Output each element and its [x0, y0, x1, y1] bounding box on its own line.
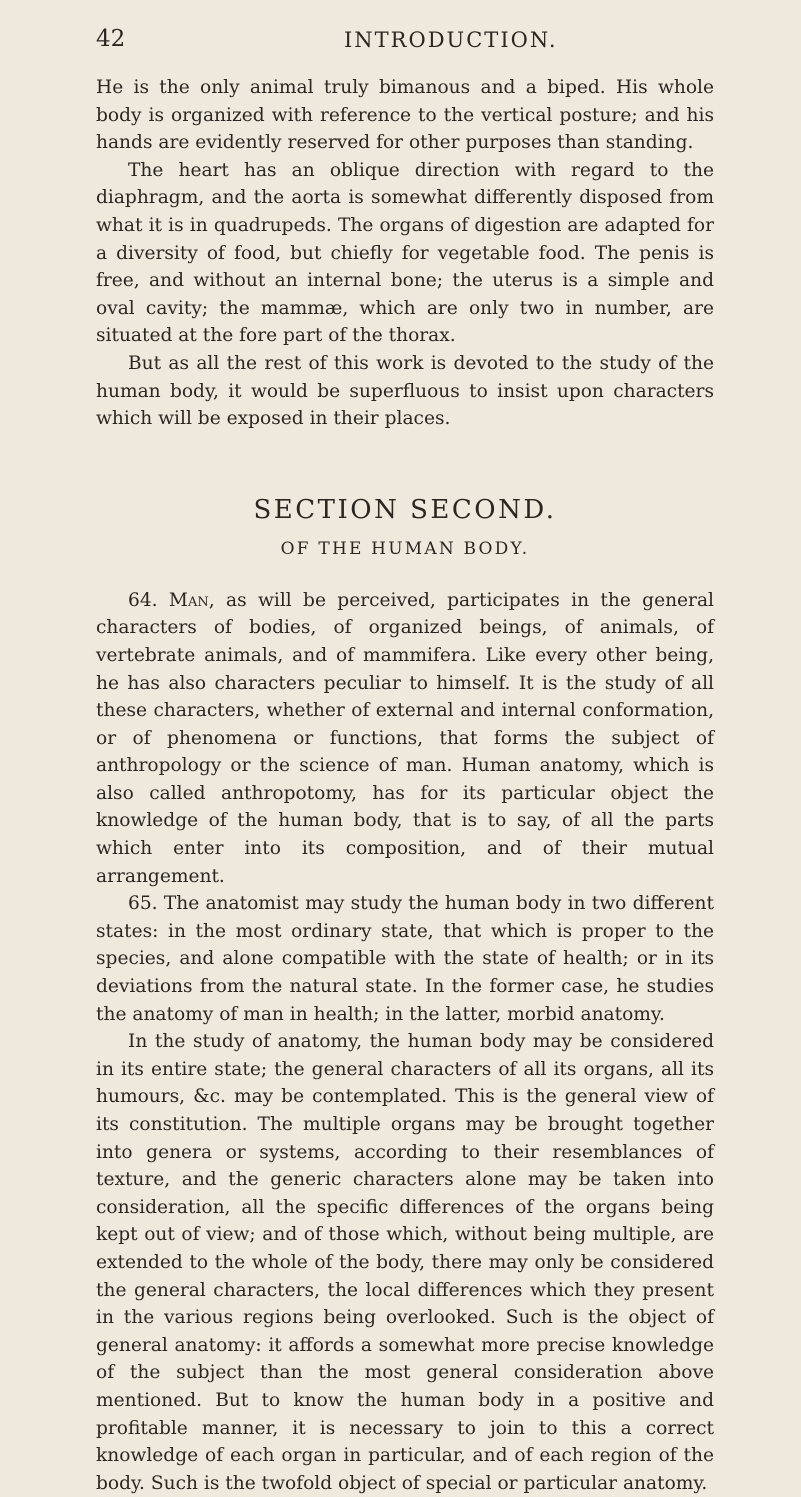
paragraph-text: The anatomist may study the human body in two different states: in the most ordinary state, that which is proper to the species, and alone compatible with the state of health; or in its deviations from the natural state. In the former case, he studies the anatomy of man in health; in the latter, morbid anatomy. [96, 893, 714, 1025]
page-header [96, 22, 716, 56]
page-number: 42 [96, 26, 126, 52]
paragraph-64 [96, 587, 714, 891]
paragraph-65 [96, 890, 714, 1028]
paragraph: In the study of anatomy, the human body may be considered in its entire state; the general characters of all its organs, all its humours, &c. may be contemplated. This is the general view of its constitution. The multiple organs may be brought together into genera or systems, according to their resemblances of texture, and the generic characters alone may be taken into consideration, all the specific differences of the organs being kept out of view; and of those which, without being multiple, are extended to the whole of the body, there may only be considered the general characters, the local differences which they present in the various regions being overlooked. Such is the object of general anatomy: it affords a somewhat more precise knowledge of the subject than the most general consideration above mentioned. But to know the human body in a positive and profitable manner, it is necessary to join to this a correct knowledge of each organ in particular, and of each region of the body. Such is the twofold object of special or particular anatomy. [96, 1031, 714, 1494]
body-text [96, 74, 714, 1497]
paragraph: The heart has an oblique direction with regard to the diaphragm, and the aorta is somewhat differently disposed from what it is in quadrupeds. The organs of digestion are adapted for a diversity of food, but chiefly for vegetable food. The penis is free, and without an internal bone; the uterus is a simple and oval cavity; the mammæ, which are only two in number, are situated at the fore part of the thorax. [96, 159, 714, 347]
paragraph-number: 65. [128, 893, 158, 915]
paragraph: He is the only animal truly bimanous and a biped. His whole body is organized with reference to the vertical posture; and his hands are evidently reserved for other purposes than standing. [96, 77, 714, 154]
paragraph-text: , as will be perceived, participates in the general characters of bodies, of organized beings, of animals, of vertebrate animals, and of mammifera. Like every other being, he has also characters peculiar to himself. It is the study of all these characters, whether of external and internal conformation, or of phenomena or functions, that forms the subject of anthropology or the science of man. Human anatomy, which is also called anthropotomy, has for its particular object the knowledge of the human body, that is to say, of all the parts which enter into its composition, and of their mutual arrangement. [96, 589, 714, 887]
lead-word: Man [168, 589, 209, 611]
section-subtitle: OF THE HUMAN BODY. [280, 538, 530, 559]
paragraph-number: 64. [128, 589, 158, 611]
running-head: INTRODUCTION. [344, 28, 558, 52]
section-title: SECTION SECOND. [253, 494, 557, 525]
paragraph: But as all the rest of this work is devoted to the study of the human body, it would be superfluous to insist upon characters which will be exposed in their places. [96, 352, 714, 430]
